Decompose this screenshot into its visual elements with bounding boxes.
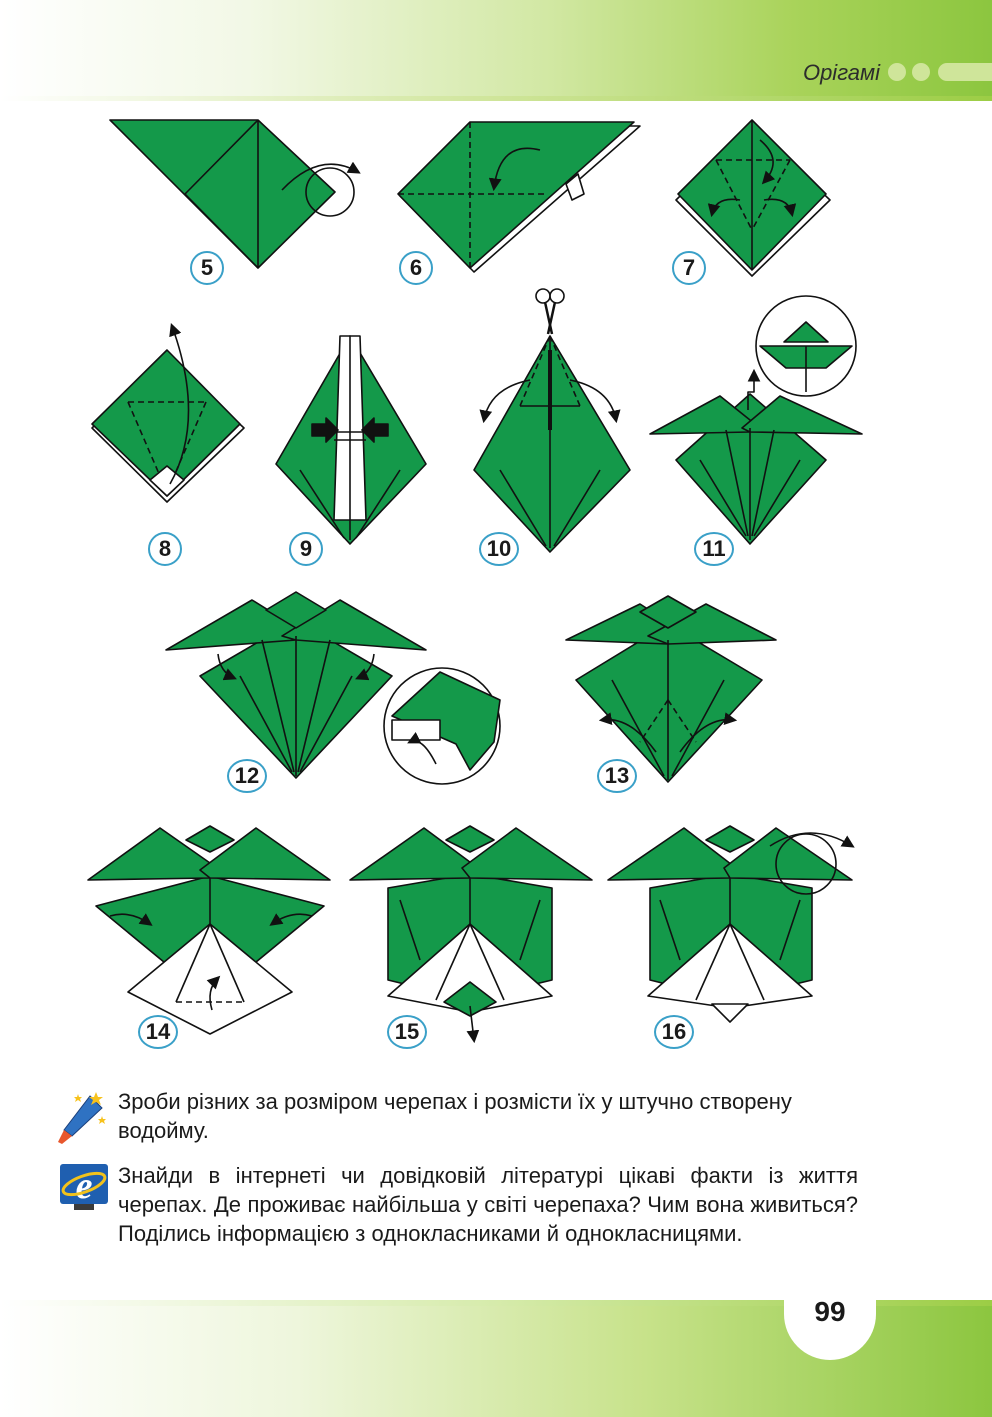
step-9-figure bbox=[276, 336, 426, 544]
step-10-figure bbox=[474, 289, 630, 552]
step-number: 11 bbox=[694, 532, 734, 566]
step-number: 10 bbox=[479, 532, 519, 566]
step-13-figure bbox=[566, 596, 776, 782]
step-number: 7 bbox=[672, 251, 706, 285]
task-text: Знайди в інтернеті чи довідковій літературі цікаві факти із життя черепах. Де проживає найбільша у світі черепаха? Чим вона живиться? Поділись інформацією з однокласниками й однокласницями. bbox=[118, 1163, 858, 1246]
step-number: 5 bbox=[190, 251, 224, 285]
step-11-figure bbox=[650, 296, 862, 544]
step-5-figure bbox=[110, 120, 358, 268]
step-number: 16 bbox=[654, 1015, 694, 1049]
section-title: Орігамі bbox=[802, 60, 880, 85]
step-15-figure bbox=[350, 826, 592, 1040]
internet-explorer-icon bbox=[58, 1162, 110, 1219]
step-number: 14 bbox=[138, 1015, 178, 1049]
step-number: 13 bbox=[597, 759, 637, 793]
paint-brush-icon bbox=[56, 1090, 108, 1151]
step-14-figure bbox=[88, 826, 330, 1034]
step-6-figure bbox=[398, 122, 640, 272]
step-12-figure bbox=[166, 592, 500, 784]
svg-text:e: e bbox=[75, 1165, 93, 1207]
page-number: 99 bbox=[814, 1296, 846, 1327]
step-7-figure bbox=[676, 120, 830, 276]
step-number: 15 bbox=[387, 1015, 427, 1049]
step-16-figure bbox=[608, 826, 852, 1022]
step-number: 12 bbox=[227, 759, 267, 793]
task-text: Зроби різних за розміром черепах і розмісти їх у штучно створену водойму. bbox=[118, 1089, 792, 1143]
step-number: 6 bbox=[399, 251, 433, 285]
step-number: 9 bbox=[289, 532, 323, 566]
step-number: 8 bbox=[148, 532, 182, 566]
step-8-figure bbox=[92, 326, 244, 502]
